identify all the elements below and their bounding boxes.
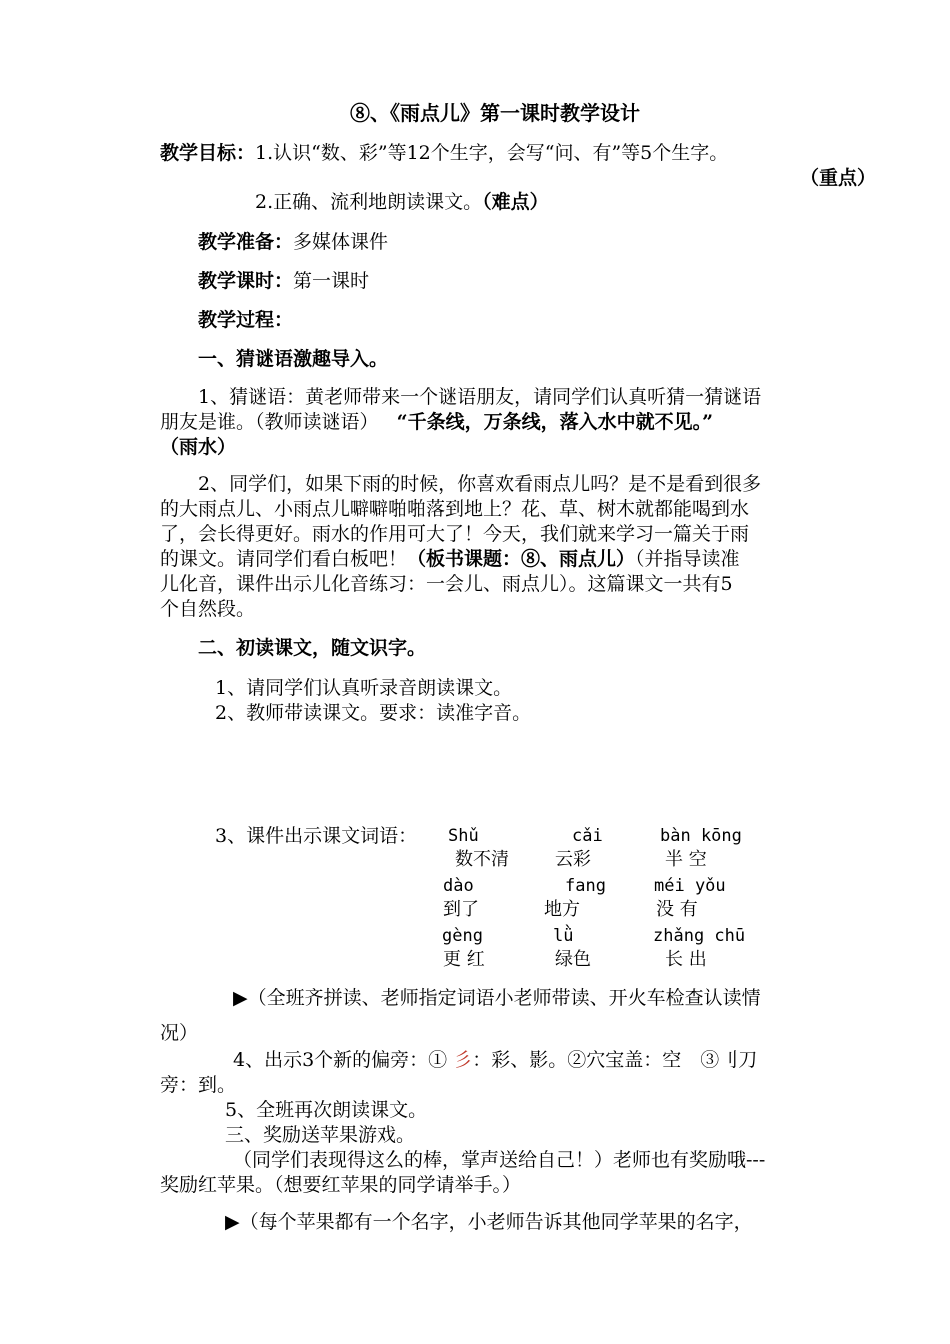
vocab-word: 地方 bbox=[544, 899, 580, 920]
vocab-pinyin: gèng bbox=[442, 926, 483, 946]
vocab-word: 长 出 bbox=[665, 949, 707, 970]
objectives-line-1 bbox=[160, 141, 728, 165]
vocab-pinyin: lǜ bbox=[553, 926, 574, 946]
s1-p2-line-2: 的大雨点儿、小雨点儿噼噼啪啪落到地上？花、草、树木就都能喝到水 bbox=[160, 498, 750, 520]
objectives-label: 教学目标： bbox=[160, 142, 256, 164]
s2-item-1: 1、请同学们认真听录音朗读课文。 bbox=[215, 677, 513, 699]
s1-p1-text: 朋友是谁。（教师读谜语） bbox=[160, 411, 379, 433]
vocab-pinyin: bàn kōng bbox=[660, 826, 742, 846]
s2-item-4-text: 4、出示3个新的偏旁：① bbox=[233, 1049, 448, 1071]
prep-line bbox=[198, 230, 388, 254]
section-3-heading: 三、奖励送苹果游戏。 bbox=[225, 1124, 416, 1146]
s1-p1-line-2 bbox=[160, 410, 713, 434]
vocab-pinyin: dào bbox=[443, 876, 474, 896]
radical-shan: 彡 bbox=[453, 1049, 473, 1071]
vocab-word: 绿色 bbox=[555, 949, 591, 970]
section-2-heading: 二、初读课文，随文识字。 bbox=[198, 637, 427, 659]
objective-2-tag: （难点） bbox=[482, 191, 549, 213]
s1-p2-line-5: 儿化音，课件出示儿化音练习：一会儿、雨点儿）。这篇课文一共有5 bbox=[160, 573, 733, 595]
s1-p2-line-6: 个自然段。 bbox=[160, 598, 256, 620]
riddle-text: “千条线，万条线，落入水中就不见。” bbox=[396, 411, 713, 433]
vocab-word: 到了 bbox=[443, 899, 479, 920]
vocab-pinyin: Shǔ bbox=[448, 826, 479, 846]
process-label: 教学过程： bbox=[198, 309, 294, 331]
s3-note-line-1: ▶（每个苹果都有一个名字，小老师告诉其他同学苹果的名字， bbox=[225, 1211, 753, 1233]
period-line bbox=[198, 269, 369, 293]
s2-item-5: 5、全班再次朗读课文。 bbox=[225, 1099, 428, 1121]
s2-item-3-label: 3、课件出示课文词语： bbox=[215, 825, 418, 847]
board-title: （板书课题：⑧、雨点儿） bbox=[407, 548, 636, 570]
document-title: ⑧、《雨点儿》第一课时教学设计 bbox=[350, 101, 640, 125]
vocab-pinyin: méi yǒu bbox=[654, 876, 726, 896]
vocab-pinyin: fang bbox=[565, 876, 606, 896]
s2-item-4-line-2: 旁：到。 bbox=[160, 1074, 237, 1096]
vocab-pinyin: zhǎng chū bbox=[653, 926, 746, 946]
vocab-word: 更 红 bbox=[443, 949, 485, 970]
s2-item-4-text-tail: ：彩、影。②穴宝盖：空 ③刂刀 bbox=[472, 1049, 758, 1071]
s1-p2-text: 的课文。请同学们看白板吧！ bbox=[160, 548, 408, 570]
vocab-word: 半 空 bbox=[665, 849, 707, 870]
section-1-heading: 一、猜谜语激趣导入。 bbox=[198, 348, 389, 370]
prep-value: 多媒体课件 bbox=[293, 231, 389, 253]
s1-p2-line-4 bbox=[160, 547, 740, 571]
s2-note-line-1: ▶（全班齐拼读、老师指定词语小老师带读、开火车检查认读情 bbox=[233, 987, 761, 1009]
s1-p2-text-tail: （并指导读准 bbox=[635, 548, 740, 570]
s1-p2-line-3: 了，会长得更好。雨水的作用可大了！今天，我们就来学习一篇关于雨 bbox=[160, 523, 750, 545]
s3-p1-line-2: 奖励红苹果。（想要红苹果的同学请举手。） bbox=[160, 1174, 522, 1196]
vocab-pinyin: cǎi bbox=[572, 826, 603, 846]
vocab-word: 云彩 bbox=[555, 849, 591, 870]
period-value: 第一课时 bbox=[293, 270, 370, 292]
vocab-word: 数不清 bbox=[455, 849, 509, 870]
vocab-word: 没 有 bbox=[656, 899, 698, 920]
s2-item-4 bbox=[233, 1048, 757, 1072]
s2-note-line-2: 况） bbox=[160, 1022, 199, 1044]
riddle-answer: （雨水） bbox=[160, 436, 237, 458]
objectives-line-2 bbox=[255, 190, 549, 214]
objective-1-tag: （重点） bbox=[800, 167, 877, 189]
s3-p1-line-1: （同学们表现得这么的棒，掌声送给自己！）老师也有奖励哦--- bbox=[233, 1149, 766, 1171]
prep-label: 教学准备： bbox=[198, 231, 294, 253]
objective-item-1: 1.认识“数、彩”等12个生字，会写“问、有”等5个生字。 bbox=[255, 142, 729, 164]
period-label: 教学课时： bbox=[198, 270, 294, 292]
s2-item-2: 2、教师带读课文。要求：读准字音。 bbox=[215, 702, 532, 724]
s1-p2-line-1: 2、同学们，如果下雨的时候，你喜欢看雨点儿吗？是不是看到很多 bbox=[198, 473, 762, 495]
objective-item-2: 2.正确、流利地朗读课文。 bbox=[255, 191, 483, 213]
s1-p1-line-1: 1、猜谜语：黄老师带来一个谜语朋友，请同学们认真听猜一猜谜语 bbox=[198, 386, 762, 408]
